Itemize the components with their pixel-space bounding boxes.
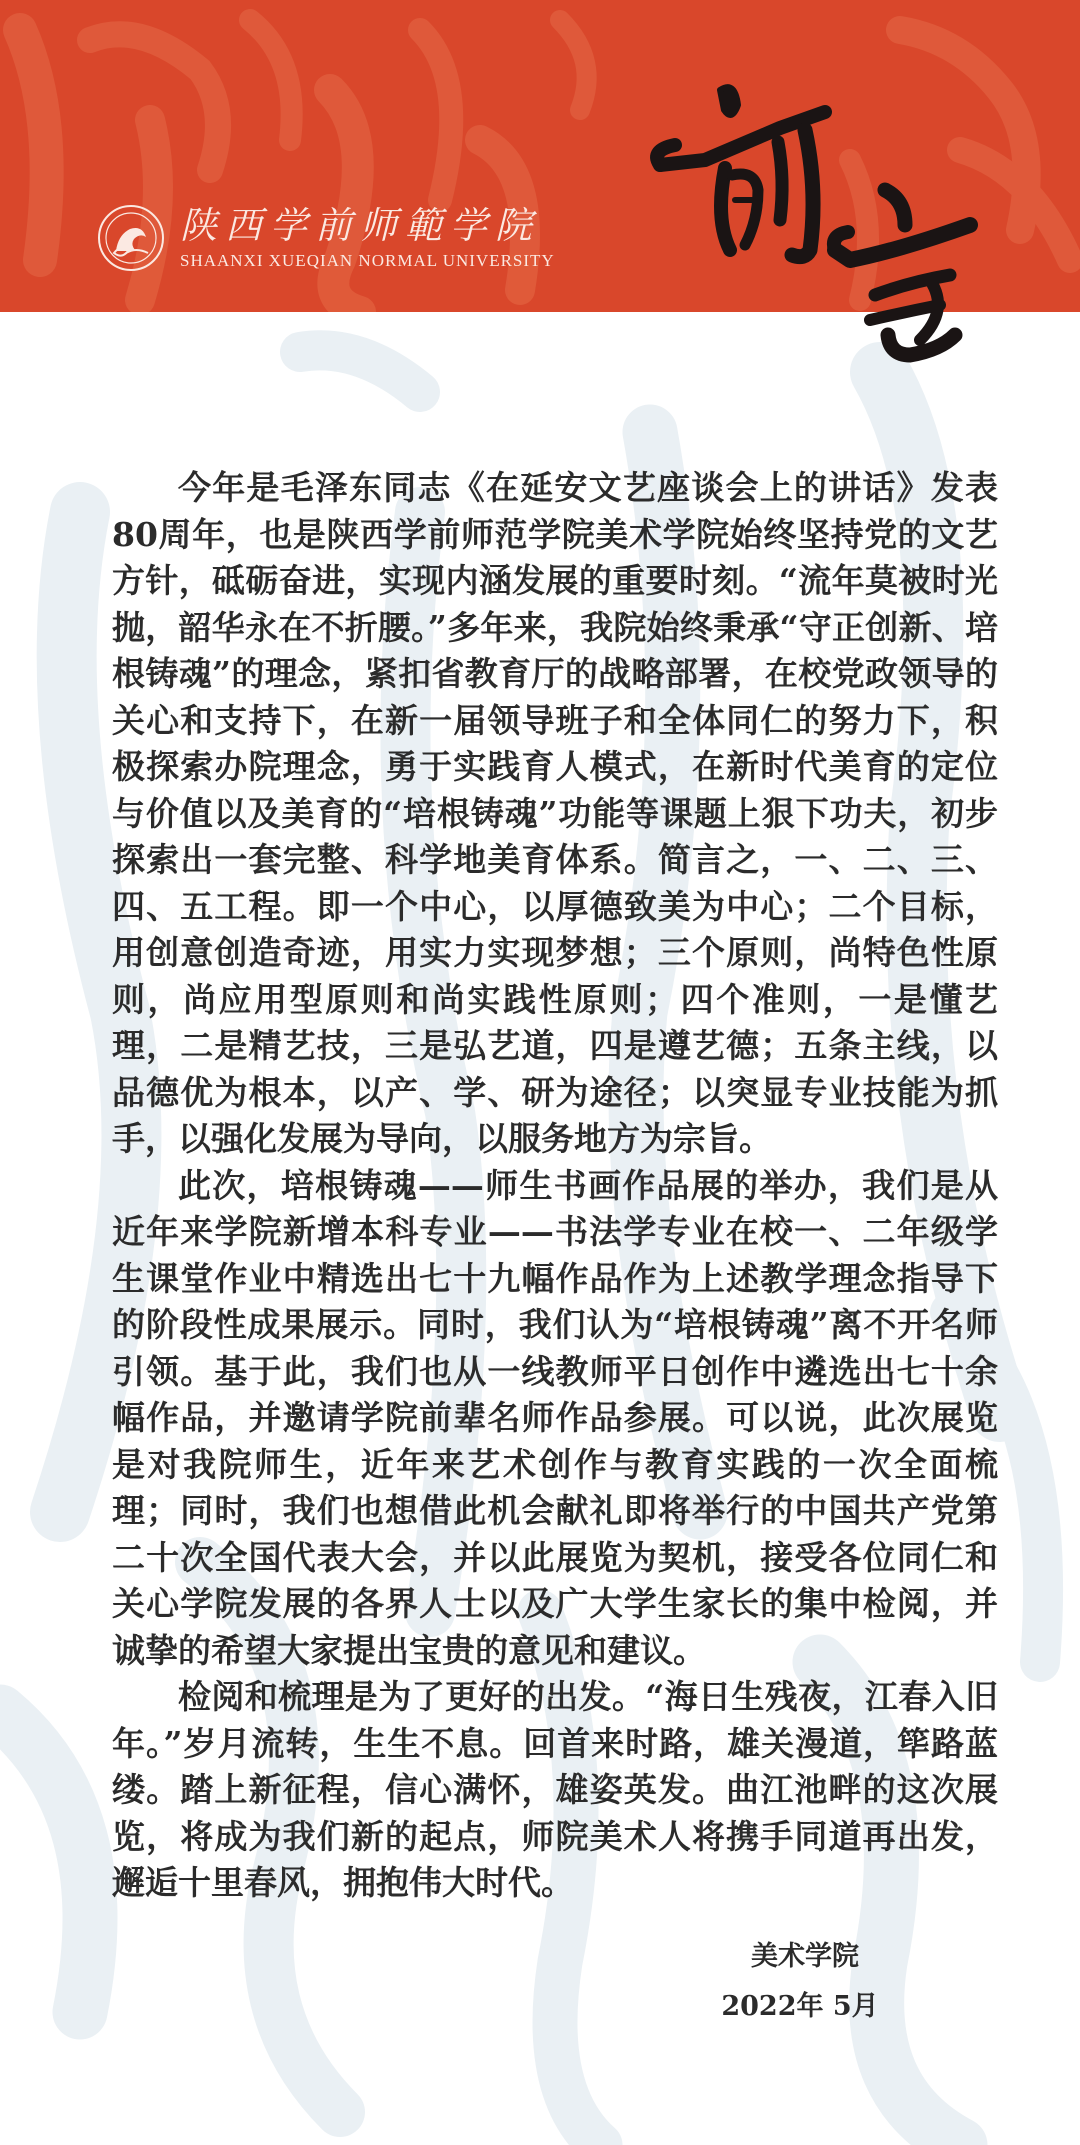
university-logo [96, 203, 555, 273]
signature-block [700, 1932, 900, 2032]
paragraph-2: 此次，培根铸魂——师生书画作品展的举办，我们是从近年来学院新增本科专业——书法学专业在校一、二年级学生课堂作业中精选出七十九幅作品作为上述教学理念指导下的阶段性成果展示。同时，我们认为“培根铸魂”离不开名师引领。基于此，我们也从一线教师平日创作中遴选出七十余幅作品，并邀请学院前辈名师作品参展。可以说，此次展览是对我院师生，近年来艺术创作与教育实践的一次全面梳理；同时，我们也想借此机会献礼即将举行的中国共产党第二十次全国代表大会，并以此展览为契机，接受各位同仁和关心学院发展的各界人士以及广大学生家长的集中检阅，并诚挚的希望大家提出宝贵的意见和建议。 [112, 1165, 998, 1670]
signature-organization: 美术学院 [751, 1941, 859, 1972]
preface-body [112, 465, 998, 1907]
university-name-en: SHAANXI XUEQIAN NORMAL UNIVERSITY [180, 251, 555, 270]
paragraph-1: 今年是毛泽东同志《在延安文艺座谈会上的讲话》发表80周年，也是陕西学前师范学院美术学院始终坚持党的文艺方针，砥砺奋进，实现内涵发展的重要时刻。“流年莫被时光抛，韶华永在不折腰。”多年来，我院始终秉承“守正创新、培根铸魂”的理念，紧扣省教育厅的战略部署，在校党政领导的关心和支持下，在新一届领导班子和全体同仁的努力下，积极探索办院理念，勇于实践育人模式，在新时代美育的定位与价值以及美育的“培根铸魂”功能等课题上狠下功夫，初步探索出一套完整、科学地美育体系。简言之，一、二、三、四、五工程。即一个中心，以厚德致美为中心；二个目标，用创意创造奇迹，用实力实现梦想；三个原则，尚特色性原则，尚应用型原则和尚实践性原则；四个准则，一是懂艺理，二是精艺技，三是弘艺道，四是遵艺德；五条主线，以品德优为根本，以产、学、研为途径；以突显专业技能为抓手，以强化发展为导向，以服务地方为宗旨。 [112, 468, 998, 1158]
page-title [620, 50, 1060, 380]
calligraphy-title-icon [620, 50, 1060, 380]
paragraph-3: 检阅和梳理是为了更好的出发。“海日生残夜，江春入旧年。”岁月流转，生生不息。回首来时路，雄关漫道，筚路蓝缕。踏上新征程，信心满怀，雄姿英发。曲江池畔的这次展览，将成为我们新的起点，师院美术人将携手同道再出发，邂逅十里春风，拥抱伟大时代。 [112, 1677, 998, 1902]
university-name-cn: 陕西学前师範学院 [180, 204, 540, 247]
signature-date: 2022年 5月 [721, 1991, 879, 2022]
university-emblem-icon [96, 203, 166, 273]
